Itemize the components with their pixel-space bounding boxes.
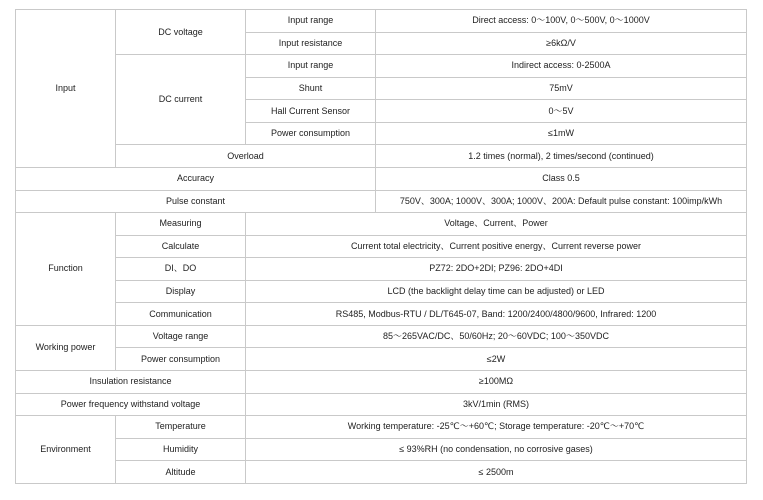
table-row bbox=[16, 213, 747, 236]
environment-category: Environment bbox=[16, 416, 116, 484]
insulation-resistance-label: Insulation resistance bbox=[16, 371, 246, 394]
overload-label: Overload bbox=[116, 145, 376, 168]
overload-value: 1.2 times (normal), 2 times/second (continued) bbox=[376, 145, 747, 168]
working-power-consumption-value: ≤2W bbox=[246, 348, 747, 371]
dc-current-power-label: Power consumption bbox=[246, 122, 376, 145]
table-row bbox=[16, 461, 747, 484]
input-resistance-value: ≥6kΩ/V bbox=[376, 32, 747, 55]
accuracy-value: Class 0.5 bbox=[376, 167, 747, 190]
withstand-voltage-label: Power frequency withstand voltage bbox=[16, 393, 246, 416]
working-power-consumption-label: Power consumption bbox=[116, 348, 246, 371]
dc-voltage-input-range-value: Direct access: 0～100V, 0～500V, 0～1000V bbox=[376, 10, 747, 33]
dc-voltage-input-range-label: Input range bbox=[246, 10, 376, 33]
hall-sensor-value: 0～5V bbox=[376, 100, 747, 123]
table-row bbox=[16, 371, 747, 394]
calculate-label: Calculate bbox=[116, 235, 246, 258]
table-row bbox=[16, 348, 747, 371]
temperature-label: Temperature bbox=[116, 416, 246, 439]
humidity-label: Humidity bbox=[116, 438, 246, 461]
table-row bbox=[16, 10, 747, 33]
communication-value: RS485, Modbus-RTU / DL/T645-07, Band: 1200/2400/4800/9600, Infrared: 1200 bbox=[246, 303, 747, 326]
display-label: Display bbox=[116, 280, 246, 303]
temperature-value: Working temperature: -25℃～+60℃; Storage temperature: -20℃～+70℃ bbox=[246, 416, 747, 439]
specification-table bbox=[15, 9, 747, 484]
communication-label: Communication bbox=[116, 303, 246, 326]
accuracy-label: Accuracy bbox=[16, 167, 376, 190]
table-row bbox=[16, 438, 747, 461]
shunt-label: Shunt bbox=[246, 77, 376, 100]
measuring-label: Measuring bbox=[116, 213, 246, 236]
pulse-constant-label: Pulse constant bbox=[16, 190, 376, 213]
table-row bbox=[16, 190, 747, 213]
shunt-value: 75mV bbox=[376, 77, 747, 100]
table-row bbox=[16, 416, 747, 439]
display-value: LCD (the backlight delay time can be adjusted) or LED bbox=[246, 280, 747, 303]
table-row bbox=[16, 145, 747, 168]
voltage-range-label: Voltage range bbox=[116, 325, 246, 348]
table-row bbox=[16, 325, 747, 348]
table-row bbox=[16, 167, 747, 190]
table-row bbox=[16, 235, 747, 258]
humidity-value: ≤ 93%RH (no condensation, no corrosive gases) bbox=[246, 438, 747, 461]
table-row bbox=[16, 55, 747, 78]
function-category: Function bbox=[16, 213, 116, 326]
altitude-value: ≤ 2500m bbox=[246, 461, 747, 484]
pulse-constant-value: 750V、300A; 1000V、300A; 1000V、200A: Default pulse constant: 100imp/kWh bbox=[376, 190, 747, 213]
dc-voltage-label: DC voltage bbox=[116, 10, 246, 55]
measuring-value: Voltage、Current、Power bbox=[246, 213, 747, 236]
input-resistance-label: Input resistance bbox=[246, 32, 376, 55]
table-row bbox=[16, 393, 747, 416]
withstand-voltage-value: 3kV/1min (RMS) bbox=[246, 393, 747, 416]
dc-current-input-range-label: Input range bbox=[246, 55, 376, 78]
table-row bbox=[16, 280, 747, 303]
table-row bbox=[16, 303, 747, 326]
hall-sensor-label: Hall Current Sensor bbox=[246, 100, 376, 123]
working-power-category: Working power bbox=[16, 325, 116, 370]
di-do-value: PZ72: 2DO+2DI; PZ96: 2DO+4DI bbox=[246, 258, 747, 281]
input-category: Input bbox=[16, 10, 116, 168]
calculate-value: Current total electricity、Current positive energy、Current reverse power bbox=[246, 235, 747, 258]
di-do-label: DI、DO bbox=[116, 258, 246, 281]
voltage-range-value: 85～265VAC/DC、50/60Hz; 20～60VDC; 100～350VDC bbox=[246, 325, 747, 348]
insulation-resistance-value: ≥100MΩ bbox=[246, 371, 747, 394]
dc-current-label: DC current bbox=[116, 55, 246, 145]
table-row bbox=[16, 258, 747, 281]
dc-current-power-value: ≤1mW bbox=[376, 122, 747, 145]
dc-current-input-range-value: Indirect access: 0-2500A bbox=[376, 55, 747, 78]
altitude-label: Altitude bbox=[116, 461, 246, 484]
